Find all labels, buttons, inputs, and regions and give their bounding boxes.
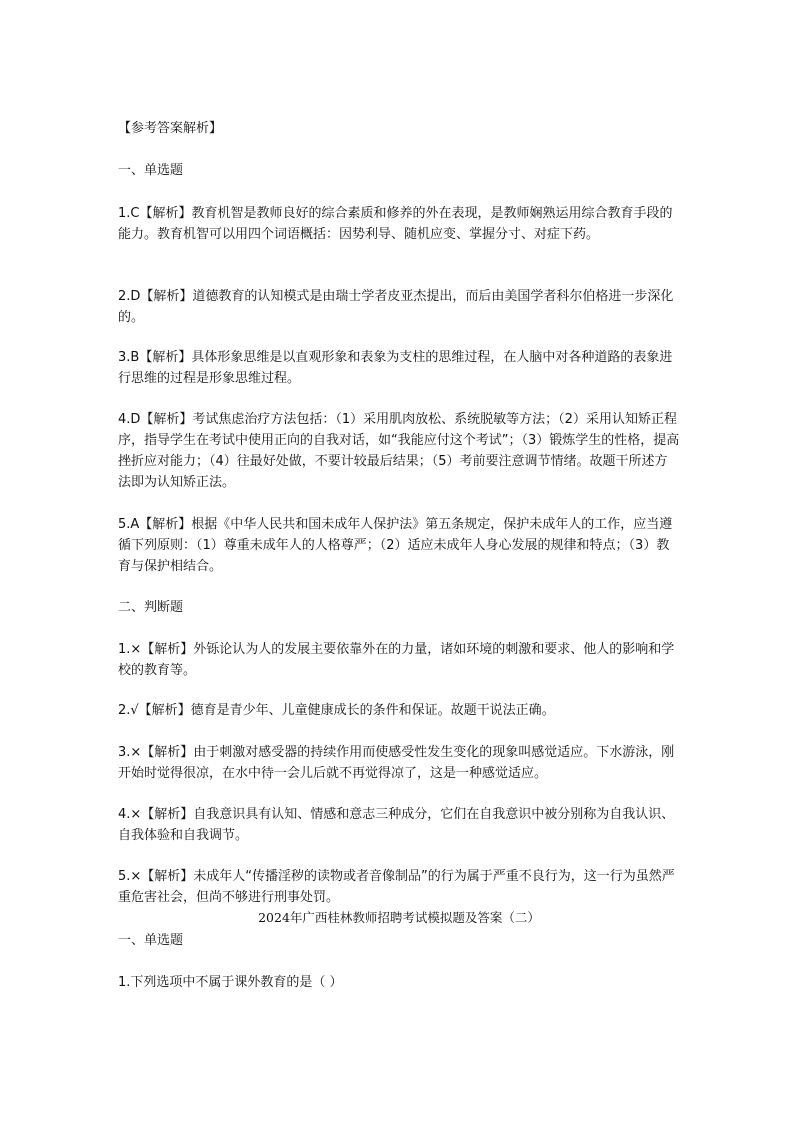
next-section-heading: 一、单选题	[118, 933, 184, 948]
answer-item: 5.×【解析】未成年人“传播淫秽的读物或者音像制品”的行为属于严重不良行为，这一行为虽然严重危害社会，但尚不够进行刑事处罚。	[118, 869, 675, 905]
answer-item: 3.B【解析】具体形象思维是以直观形象和表象为支柱的思维过程，在人脑中对各种道路的表象进行思维的过程是形象思维过程。	[118, 350, 673, 386]
answer-item: 2.√【解析】德育是青少年、儿童健康成长的条件和保证。故题干说法正确。	[118, 703, 555, 718]
answer-item: 2.D【解析】道德教育的认知模式是由瑞士学者皮亚杰提出，而后由美国学者科尔伯格进一步深化的。	[118, 289, 674, 325]
answer-item: 5.A【解析】根据《中华人民共和国未成年人保护法》第五条规定，保护未成年人的工作，应当遵循下列原则：（1）尊重未成年人的人格尊严；（2）适应未成年人身心发展的规律和特点；（3）教育与保护相结合。	[118, 517, 673, 574]
answer-item: 3.×【解析】由于刺激对感受器的持续作用而使感受性发生变化的现象叫感觉适应。下水游泳，刚开始时觉得很凉，在水中待一会儿后就不再觉得凉了，这是一种感觉适应。	[118, 745, 675, 781]
answer-item: 1.C【解析】教育机智是教师良好的综合素质和修养的外在表现，是教师娴熟运用综合教育手段的能力。教育机智可以用四个词语概括：因势利导、随机应变、掌握分寸、对症下药。	[118, 206, 673, 242]
answer-header: 【参考答案解析】	[118, 121, 223, 136]
next-exam-title: 2024年广西桂林教师招聘考试模拟题及答案（二）	[258, 910, 540, 925]
answer-item: 4.×【解析】自我意识具有认知、情感和意志三种成分，它们在自我意识中被分别称为自我认识、自我体验和自我调节。	[118, 807, 675, 843]
section-heading-single-choice: 一、单选题	[118, 163, 184, 178]
answer-item: 1.×【解析】外铄论认为人的发展主要依靠外在的力量，诸如环境的刺激和要求、他人的影响和学校的教育等。	[118, 642, 675, 678]
next-question: 1.下列选项中不属于课外教育的是（ ）	[118, 975, 343, 990]
answer-item: 4.D【解析】考试焦虑治疗方法包括：（1）采用肌肉放松、系统脱敏等方法；（2）采用认知矫正程序，指导学生在考试中使用正向的自我对话，如“我能应付这个考试”；（3）锻炼学生的性格，提高挫折应对能力；（4）往最好处做，不要计较最后结果；（5）考前要注意调节情绪。故题干所述方法即为认知矫正法。	[118, 412, 680, 490]
section-heading-true-false: 二、判断题	[118, 600, 184, 615]
